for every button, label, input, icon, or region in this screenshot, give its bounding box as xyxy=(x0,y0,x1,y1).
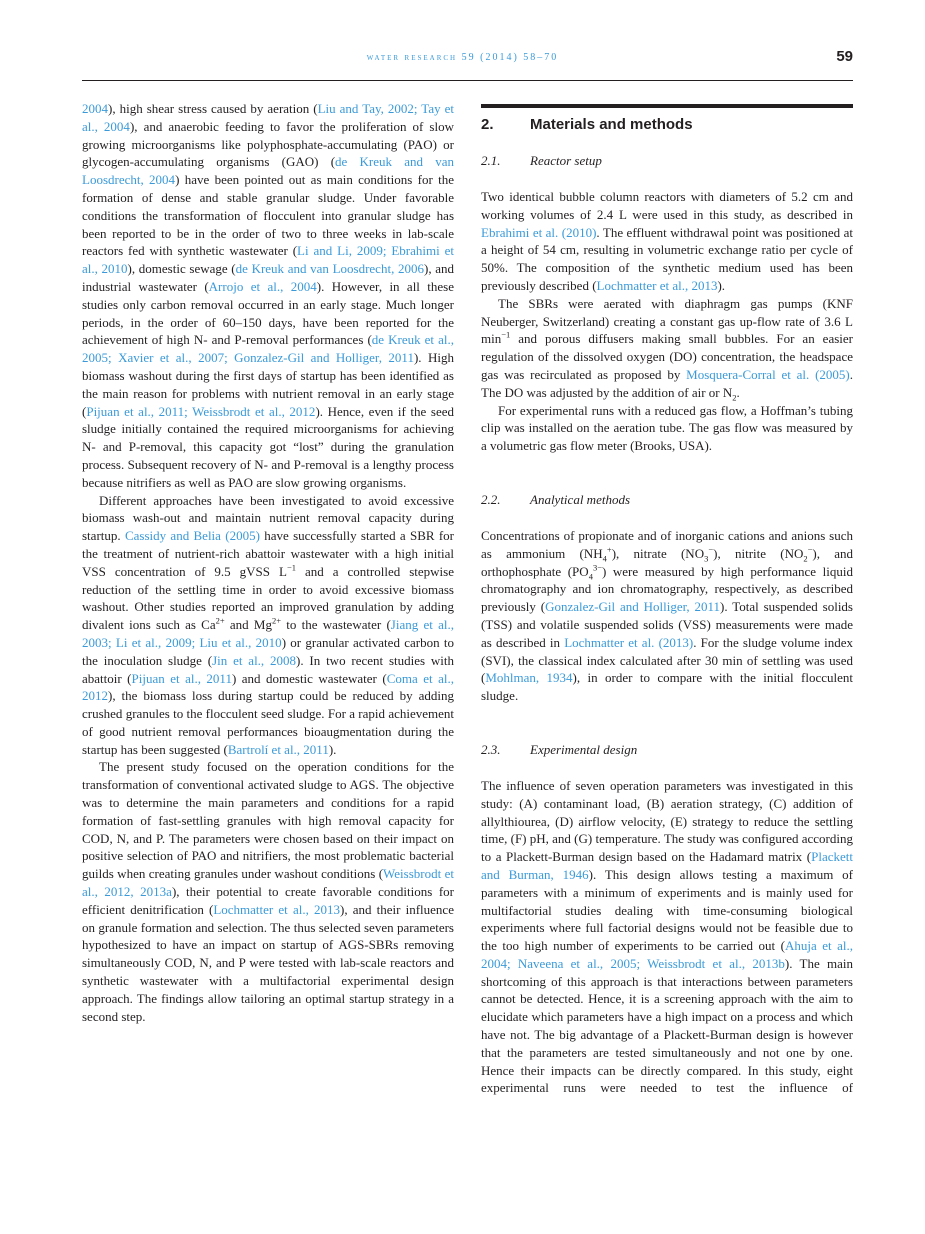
body-text: . The DO was adjusted by the addition of air or N xyxy=(481,366,853,400)
citation-link[interactable]: Coma et al., 2012 xyxy=(82,670,454,704)
body-text: ). High biomass washout during the first days of startup has been identified as the main reason for problems with nutrient removal in an early stage ( xyxy=(82,350,454,419)
citation-link[interactable]: Arrojo et al., 2004 xyxy=(208,278,317,294)
subsection-title: Analytical methods xyxy=(530,491,631,507)
citation-link[interactable]: Cassidy and Belia (2005) xyxy=(124,528,260,544)
superscript: − xyxy=(807,544,813,555)
body-text: . For the sludge volume index (SVI), the classical index calculated after 30 min of settling was used ( xyxy=(481,634,853,686)
spacer xyxy=(481,473,853,491)
section-rule xyxy=(481,104,853,108)
body-text: ), and anaerobic feeding to favor the proliferation of slow growing microorganisms like polyphosphate-accumulating (PAO) or glycogen-accumulating organisms (GAO) ( xyxy=(82,118,454,170)
citation-link[interactable]: Ebrahimi et al. (2010) xyxy=(481,224,597,240)
body-text: and porous diffusers making small bubbles. For an easier regulation of the dissolved oxygen (DO) concentration, the headspace gas was recirculated as proposed by xyxy=(481,331,853,382)
superscript: 2+ xyxy=(271,615,282,626)
right-column xyxy=(481,104,853,1097)
body-text: and Mg xyxy=(224,617,272,633)
subsection-title: Experimental design xyxy=(530,741,638,757)
body-text: ). This design allows testing a maximum of parameters with a minimum of experiments and is mainly used for multifactorial studies dealing with time-consuming biological experiments where full factorial designs would not be feasible due to the too high number of experiments to be carried out ( xyxy=(481,866,853,954)
body-text: ), in order to compare with the initial flocculent sludge. xyxy=(481,670,853,704)
subsection-heading xyxy=(481,491,853,509)
section-number: 2. xyxy=(481,116,494,134)
body-text: ). However, in all these studies only carbon removal occurred in an early stage. Much longer periods, in the order of 60–150 days, have been reported for the achievement of high N- and P-removal performances ( xyxy=(82,278,455,348)
citation-link[interactable]: Lochmatter et al., 2013 xyxy=(213,901,340,917)
subscript: 4 xyxy=(588,571,593,582)
subscript: 2 xyxy=(732,392,737,403)
subsection-heading xyxy=(481,152,853,170)
citation-link[interactable]: Bartrolí et al., 2011 xyxy=(227,741,329,757)
body-text: ), nitrite (NO xyxy=(713,545,804,561)
citation-link[interactable]: de Kreuk et al., 2005; Xavier et al., 2007; Gonzalez-Gil and Holliger, 2011 xyxy=(82,332,454,366)
citation-link[interactable]: Lochmatter et al. (2013) xyxy=(564,634,694,650)
superscript: −1 xyxy=(286,562,296,573)
body-text: The influence of seven operation parameters was investigated in this study: (A) contaminant load, (B) aeration strategy, (C) addition of allylthiourea, (D) airflow velocity, (E) strategy to reduce the settling time, (F) pH, and (G) temperature. The study was configured according to a Plackett-Burman design based on the Hadamard matrix ( xyxy=(481,777,853,865)
spacer xyxy=(481,455,853,473)
body-text: ). The main shortcoming of this approach is that interactions between parameters cannot be detected. Hence, it is a screening approach with the aim to elucidate which parameters have a high impact on a process and which have not. The big advantage of a Plackett-Burman design is however that the parameters are tested simultaneously and not one by one. Hence their impacts can be directly compared. In this study, eight experimental runs were needed to test the influence of xyxy=(481,955,853,1096)
citation-link[interactable]: Pijuan et al., 2011; Weissbrodt et al., 2012 xyxy=(86,403,316,419)
body-text: and a controlled stepwise reduction of the settling time in order to avoid excessive biomass washout. Other studies reported an improved granulation by adding divalent ions such as Ca xyxy=(82,563,455,633)
paragraph xyxy=(82,100,454,492)
body-text: ). Hence, even if the seed sludge initially contained the required microorganisms for achieving N- and P-removal, this capacity got “lost” during the granulation process. Subsequent recovery of N- and P-removal is a lengthy process because nitrifiers as well as PAO are slow growing organisms. xyxy=(82,403,454,490)
citation-link[interactable]: 2004 xyxy=(82,101,108,116)
subsection-number: 2.1. xyxy=(481,153,501,168)
body-text: ), and orthophosphate (PO xyxy=(481,545,854,579)
body-text: ). In two recent studies with abattoir ( xyxy=(82,652,455,686)
citation-link[interactable]: Gonzalez-Gil and Holliger, 2011 xyxy=(545,599,721,615)
header-rule xyxy=(82,80,853,81)
body-text: ), and industrial wastewater ( xyxy=(82,261,454,294)
citation-link[interactable]: de Kreuk and van Loosdrecht, 2006 xyxy=(235,261,424,277)
body-text: ) have been pointed out as main conditions for the formation of dense and stable granular sludge. Under favorable conditions the transformation of flocculent into granular sludge has been reported to be in the order of two to three weeks in lab-scale reactors fed with synthetic wastewater ( xyxy=(82,172,455,259)
left-column xyxy=(82,100,454,1025)
paragraph xyxy=(481,527,853,705)
subscript: 2 xyxy=(803,553,808,564)
citation-link[interactable]: Mohlman, 1934 xyxy=(485,670,573,686)
body-text: For experimental runs with a reduced gas flow, a Hoffman’s tubing clip was installed on the aeration tube. The gas flow was measured by a volumetric gas flow meter (Brooks, USA). xyxy=(481,402,853,454)
subsection-title: Reactor setup xyxy=(530,153,602,168)
citation-link[interactable]: Mosquera-Corral et al. (2005) xyxy=(686,366,850,382)
body-text: The SBRs were aerated with diaphragm gas pumps (KNF Neuberger, Switzerland) creating a constant gas up-flow rate of 3.6 L min xyxy=(481,295,853,347)
body-text: The present study focused on the operation conditions for the transformation of conventional activated sludge to AGS. The objective was to determine the main parameters and conditions for a rapid formation of fast-settling granules with high removal capacity for COD, N, and P. The parameters were chosen based on their impact on positive selection of PAO and nitrifiers, the most problematic bacterial guilds when creating granules under washout conditions ( xyxy=(82,759,454,882)
superscript: 2+ xyxy=(215,615,225,626)
body-text: ), the biomass loss during startup could be reduced by adding crushed granules to the flocculent seed sludge. For a rapid achievement of good nutrient removal performances bioaugmentation during the startup has been suggested ( xyxy=(82,688,454,757)
citation-link[interactable]: Plackett and Burman, 1946 xyxy=(481,849,853,882)
body-text: . The effluent withdrawal point was positioned at a height of 54 cm, resulting in volumetric exchange ratio per cycle of 50%. The composition of the synthetic medium used has been previously described ( xyxy=(481,224,853,293)
citation-link[interactable]: Li and Li, 2009; Ebrahimi et al., 2010 xyxy=(82,243,454,277)
paragraph xyxy=(481,188,853,295)
body-text: ) were measured by high performance liquid chromatography and ion chromatography, respectively, as described previously ( xyxy=(481,563,853,615)
spacer xyxy=(481,705,853,723)
paragraph xyxy=(481,777,853,1097)
body-text: ), and their influence on granule formation and selection. The thus selected seven parameters hypothesized to have an impact on startup of AGS-SBRs removing simultaneously COD, N, and P were tested with lab-scale reactors and synthetic wastewater with a multifactorial experimental design approach. The findings allow tailoring an optimal startup strategy in a second step. xyxy=(82,901,454,1024)
subsection-number: 2.3. xyxy=(481,741,501,757)
superscript: + xyxy=(606,544,612,555)
body-text: ), their potential to create favorable conditions for efficient denitrification ( xyxy=(82,884,454,917)
body-text: . xyxy=(736,384,740,400)
body-text: Concentrations of propionate and of inorganic cations and anions such as ammonium (NH xyxy=(481,527,853,561)
running-head: water research 59 (2014) 58–70 xyxy=(366,52,559,63)
citation-link[interactable]: Liu and Tay, 2002; Tay et al., 2004 xyxy=(82,101,454,134)
body-text: Two identical bubble column reactors with diameters of 5.2 cm and working volumes of 2.4 L were used in this study, as described in xyxy=(481,189,853,222)
body-text: ) and domestic wastewater ( xyxy=(231,670,387,686)
body-text: ), domestic sewage ( xyxy=(127,261,236,277)
superscript: −1 xyxy=(501,330,511,341)
superscript: 3− xyxy=(592,562,602,573)
body-text: have successfully started a SBR for the treatment of nutrient-rich abattoir wastewater with a high initial VSS concentration of 9.5 gVSS L xyxy=(82,528,455,579)
superscript: − xyxy=(708,544,714,555)
section-heading xyxy=(481,113,853,137)
spacer xyxy=(481,723,853,741)
subscript: 4 xyxy=(602,553,607,564)
citation-link[interactable]: Lochmatter et al., 2013 xyxy=(596,277,718,293)
subsection-heading xyxy=(481,741,853,759)
citation-link[interactable]: Jiang et al., 2003; Li et al., 2009; Liu et al., 2010 xyxy=(82,617,454,650)
paragraph xyxy=(481,402,853,455)
subscript: 3 xyxy=(704,553,709,564)
body-text: ). xyxy=(328,741,337,757)
body-text: ). xyxy=(717,277,726,293)
body-text: ) or granular activated carbon to the inoculation sludge ( xyxy=(82,634,455,668)
page-number: 59 xyxy=(836,48,853,65)
body-text: ), nitrate (NO xyxy=(611,545,705,561)
paragraph xyxy=(82,492,454,759)
paragraph xyxy=(481,295,853,402)
body-text: to the wastewater ( xyxy=(281,617,391,633)
body-text: Different approaches have been investigated to avoid excessive biomass wash-out and maintain nutrient removal capacity during startup. xyxy=(82,492,454,544)
citation-link[interactable]: de Kreuk and van Loosdrecht, 2004 xyxy=(82,154,454,188)
section-title: Materials and methods xyxy=(530,116,693,134)
paragraph xyxy=(82,758,454,1025)
body-text: ), high shear stress caused by aeration ( xyxy=(108,101,318,116)
citation-link[interactable]: Jin et al., 2008 xyxy=(212,652,297,668)
citation-link[interactable]: Ahuja et al., 2004; Naveena et al., 2005; Weissbrodt et al., 2013b xyxy=(481,938,853,971)
body-text: ). Total suspended solids (TSS) and volatile suspended solids (VSS) measurements were made as described in xyxy=(481,599,853,650)
citation-link[interactable]: Pijuan et al., 2011 xyxy=(131,670,232,686)
citation-link[interactable]: Weissbrodt et al., 2012, 2013a xyxy=(82,866,454,900)
subsection-number: 2.2. xyxy=(481,491,501,507)
